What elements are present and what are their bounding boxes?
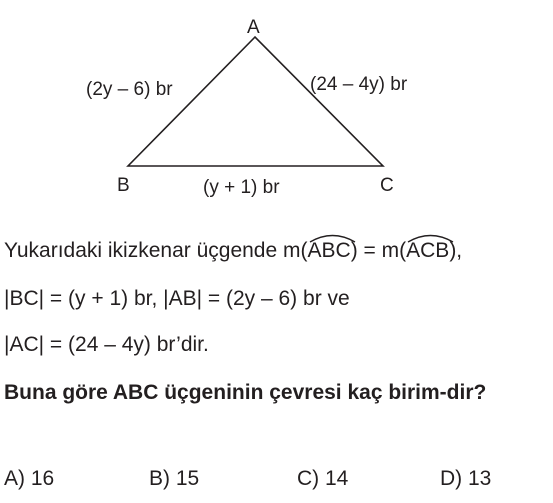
angle1-close: ) — [350, 239, 358, 262]
side-ac-label: (24 – 4y) br — [310, 74, 408, 95]
choice-d[interactable]: D) 13 — [440, 467, 492, 490]
problem-line-2: |BC| = (y + 1) br, |AB| = (2y – 6) br ve — [4, 287, 350, 310]
problem-line-3: |AC| = (24 – 4y) br’dir. — [4, 333, 209, 356]
vertex-a-label: A — [247, 17, 260, 38]
angle-abc-text: ABC — [307, 239, 351, 262]
problem-line-1 — [4, 237, 462, 261]
angle1-open: ( — [300, 239, 308, 262]
question-text: Buna göre ABC üçgeninin çevresi kaç birim-dir? — [4, 381, 487, 404]
choice-a[interactable]: A) 16 — [4, 467, 55, 490]
angle-arc-icon — [406, 231, 455, 243]
angle-abc — [308, 237, 351, 261]
angle2-open: ( — [399, 239, 407, 262]
triangle-outline — [128, 37, 383, 166]
choice-b[interactable]: B) 15 — [149, 467, 200, 490]
choice-c[interactable]: C) 14 — [297, 467, 349, 490]
angle2-close: ), — [449, 239, 463, 262]
angle-arc-icon — [308, 231, 357, 243]
triangle-figure — [0, 0, 553, 210]
side-ab-label: (2y – 6) br — [86, 79, 173, 100]
angle-acb-text: ACB — [406, 239, 450, 262]
angle-acb — [406, 237, 449, 261]
side-bc-label: (y + 1) br — [203, 177, 280, 198]
equals-sign: = m — [357, 239, 400, 262]
line1-prefix: Yukarıdaki ikizkenar üçgende m — [4, 239, 301, 262]
vertex-c-label: C — [380, 175, 394, 196]
vertex-b-label: B — [117, 175, 130, 196]
